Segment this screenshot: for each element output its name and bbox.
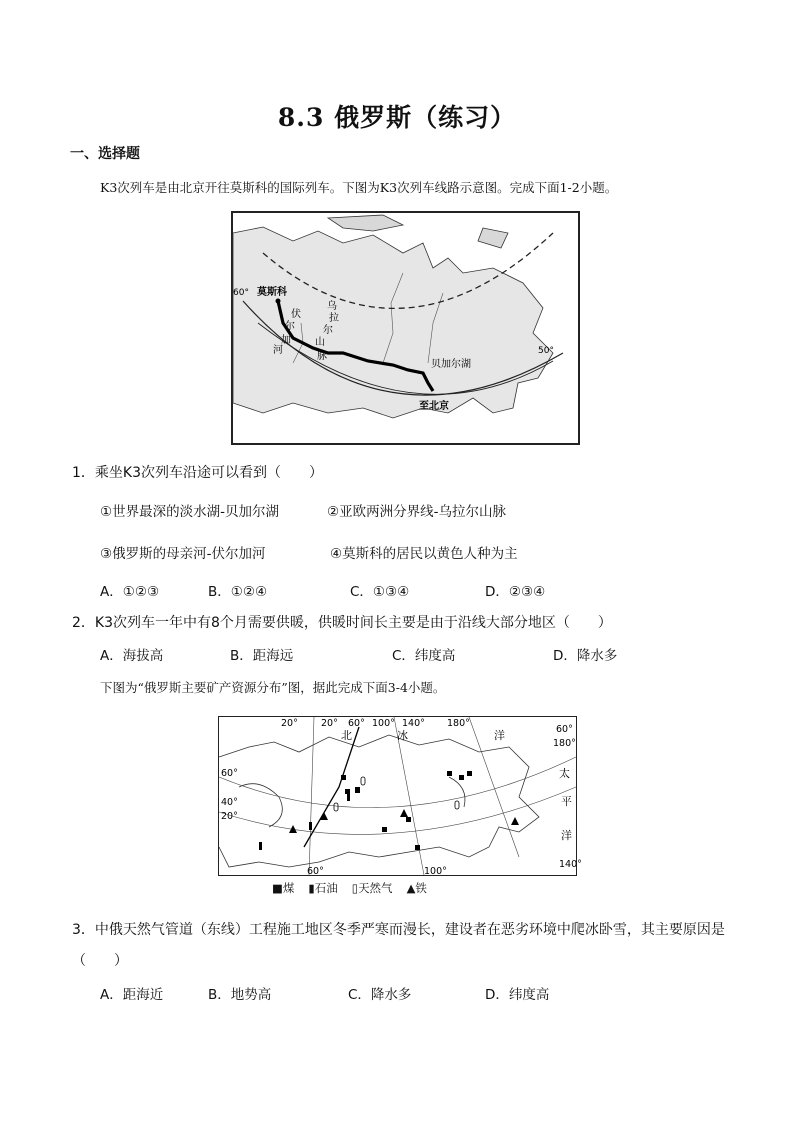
q1-option-b[interactable]: B．①②④ xyxy=(208,584,268,600)
label-top-60: 60° xyxy=(348,718,365,729)
legend-iron: ▲铁 xyxy=(406,881,427,895)
q3-option-b[interactable]: B．地势高 xyxy=(208,987,272,1003)
iron-marker xyxy=(320,812,328,820)
ural-label-2: 拉 xyxy=(329,313,339,324)
coal-marker xyxy=(447,771,452,776)
volga-label-3: 加 xyxy=(281,335,291,346)
q2-option-c[interactable]: C．纬度高 xyxy=(392,648,456,664)
moscow-label: 莫斯科 xyxy=(257,287,287,298)
pacific-label-2: 平 xyxy=(561,795,572,808)
label-bottom-60: 60° xyxy=(307,866,324,877)
label-top-100: 100° xyxy=(372,718,395,729)
oil-marker xyxy=(355,787,360,793)
q2-option-d[interactable]: D．降水多 xyxy=(553,648,618,664)
oil-marker xyxy=(347,793,350,801)
q1-statement-4: ④莫斯科的居民以黄色人种为主 xyxy=(330,546,518,562)
volga-label-4: 河 xyxy=(273,345,283,356)
page-title: 8.3 俄罗斯（练习） xyxy=(277,103,517,132)
intro-text-1: K3次列车是由北京开往莫斯科的国际列车。下图为K3次列车线路示意图。完成下面1-2小题。 xyxy=(100,180,618,195)
sea-label-ocean: 洋 xyxy=(494,729,505,742)
sea-label-ice: 冰 xyxy=(397,729,408,742)
russia-minerals-map-svg xyxy=(219,717,582,877)
iron-marker xyxy=(400,809,408,817)
label-left-60: 60° xyxy=(221,768,238,779)
gas-marker xyxy=(361,777,365,785)
gas-marker xyxy=(334,803,338,811)
intro-text-2: 下图为“俄罗斯主要矿产资源分布”图，据此完成下面3-4小题。 xyxy=(100,680,446,695)
label-top-20: 20° xyxy=(281,718,298,729)
oil-marker xyxy=(259,842,262,850)
legend-coal: ■煤 xyxy=(272,881,295,895)
k3-route-map-svg xyxy=(233,213,578,443)
question-2-stem: 2．K3次列车一年中有8个月需要供暖，供暖时间长主要是由于沿线大部分地区（ ） xyxy=(72,615,612,631)
q1-statement-3: ③俄罗斯的母亲河-伏尔加河 xyxy=(100,546,266,562)
to-beijing-label: 至北京 xyxy=(419,401,449,412)
q1-statement-2: ②亚欧两洲分界线-乌拉尔山脉 xyxy=(327,504,506,520)
q1-option-d[interactable]: D．②③④ xyxy=(485,584,546,600)
coal-marker xyxy=(406,817,411,822)
q1-statement-1: ①世界最深的淡水湖-贝加尔湖 xyxy=(100,504,279,520)
label-top-180: 180° xyxy=(447,718,470,729)
q3-option-d[interactable]: D．纬度高 xyxy=(485,987,550,1003)
lat-50-label: 50° xyxy=(538,346,554,356)
baikal-label: 贝加尔湖 xyxy=(431,359,471,370)
question-3-stem: 3．中俄天然气管道（东线）工程施工地区冬季严寒而漫长，建设者在恶劣环境中爬冰卧雪，其主要原因是 xyxy=(72,922,725,938)
question-1-stem: 1．乘坐K3次列车沿途可以看到（ ） xyxy=(72,465,323,481)
q3-option-c[interactable]: C．降水多 xyxy=(348,987,412,1003)
q1-option-a[interactable]: A．①②③ xyxy=(100,584,160,600)
volga-label-2: 尔 xyxy=(285,321,295,332)
legend-oil: ▮石油 xyxy=(308,881,338,895)
pacific-label-1: 太 xyxy=(559,767,570,780)
coal-marker xyxy=(341,775,346,780)
coal-marker xyxy=(415,845,420,850)
q2-option-a[interactable]: A．海拔高 xyxy=(100,648,164,664)
question-3-stem-paren: （ ） xyxy=(72,953,128,969)
label-top-20b: 20° xyxy=(321,718,338,729)
coal-marker xyxy=(382,827,387,832)
gas-marker xyxy=(455,801,459,809)
volga-label-1: 伏 xyxy=(291,309,301,320)
map2-legend xyxy=(272,880,427,896)
label-left-40: 40° xyxy=(221,797,238,808)
iron-marker xyxy=(511,817,519,825)
ural-label-5: 脉 xyxy=(317,351,327,362)
gas-symbols xyxy=(334,777,459,811)
label-right-60: 60° xyxy=(556,724,573,735)
q2-option-b[interactable]: B．距海远 xyxy=(230,648,294,664)
ural-label-4: 山 xyxy=(315,337,325,348)
k3-route-map xyxy=(231,211,580,445)
gas-icon: ▯ xyxy=(351,881,359,895)
ural-label-3: 尔 xyxy=(323,325,333,336)
map2-coastline xyxy=(219,735,539,867)
label-bottom-100: 100° xyxy=(424,866,447,877)
section-heading: 一、选择题 xyxy=(70,146,140,162)
coal-marker xyxy=(467,771,472,776)
coal-marker xyxy=(459,775,464,780)
pacific-label-3: 洋 xyxy=(561,829,572,842)
coal-icon: ■ xyxy=(272,881,283,895)
lat-60-label: 60° xyxy=(233,288,249,298)
label-bottom-140: 140° xyxy=(559,859,582,870)
sea-label-north: 北 xyxy=(341,729,352,742)
moscow-dot xyxy=(276,299,281,304)
ural-label-1: 乌 xyxy=(327,301,337,312)
iron-icon: ▲ xyxy=(406,881,416,895)
label-left-20: 20° xyxy=(221,811,238,822)
legend-gas: ▯天然气 xyxy=(351,881,393,895)
label-right-180: 180° xyxy=(553,738,576,749)
russia-minerals-map xyxy=(218,716,582,877)
oil-icon: ▮ xyxy=(308,881,315,895)
q3-option-a[interactable]: A．距海近 xyxy=(100,987,164,1003)
q1-option-c[interactable]: C．①③④ xyxy=(350,584,410,600)
oil-marker xyxy=(309,822,312,830)
mineral-symbols xyxy=(259,771,519,850)
label-top-140: 140° xyxy=(402,718,425,729)
